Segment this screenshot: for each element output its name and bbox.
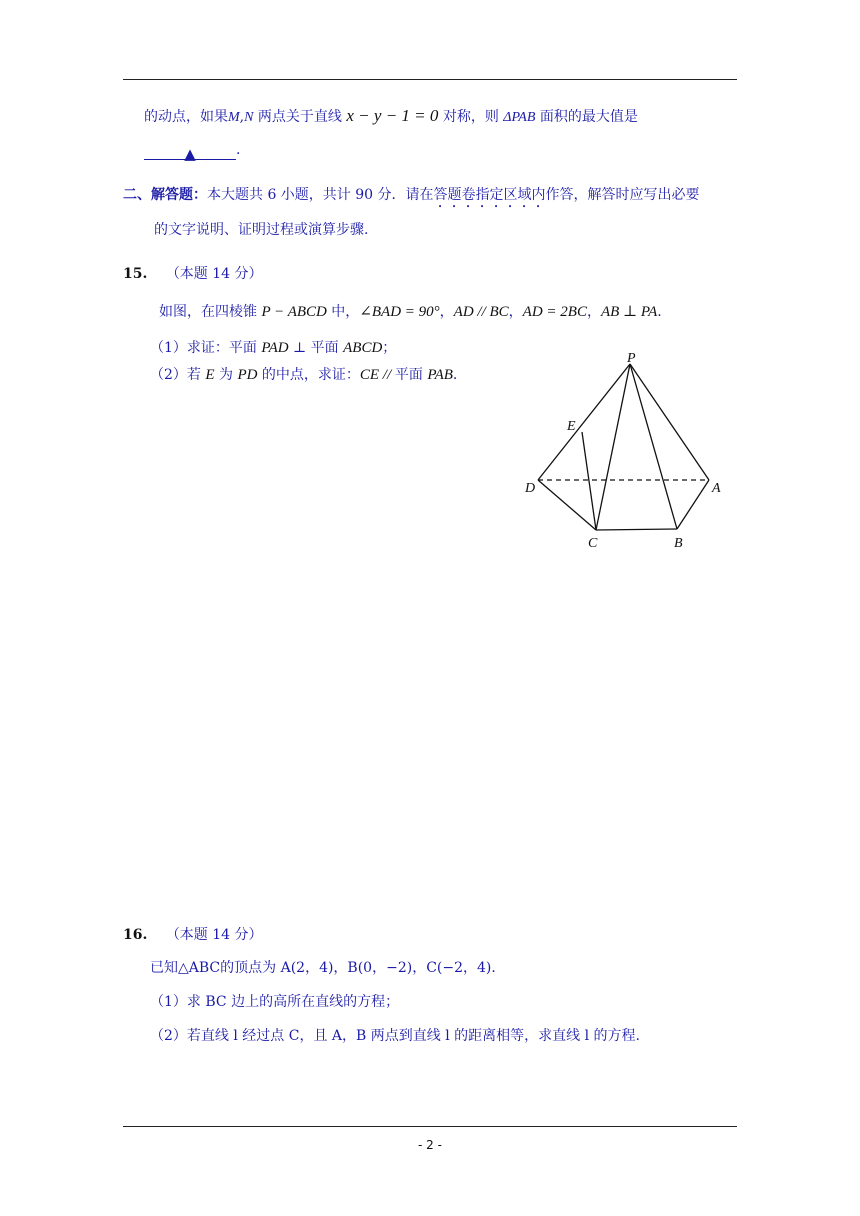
- q15-stem-e: ，: [586, 304, 601, 320]
- label-E: E: [567, 419, 576, 434]
- q15-part2-c: 的中点，求证：: [257, 367, 360, 383]
- label-D: D: [525, 481, 536, 496]
- q15-stem-c: ，: [439, 304, 454, 320]
- q15-part1-a: （1）求证：平面: [150, 340, 262, 356]
- q14-comma: ,: [239, 109, 245, 125]
- section2-line2: 的文字说明、证明过程或演算步骤.: [154, 222, 369, 238]
- q14-text-b: 两点关于直线: [253, 109, 347, 125]
- edge-PC: [596, 364, 630, 530]
- q15-number: 15.: [123, 266, 148, 282]
- q15-stem-f: .: [657, 304, 662, 320]
- edge-PD: [538, 364, 630, 480]
- q14-n: N: [244, 110, 254, 125]
- q15-part2-e: E: [205, 367, 215, 383]
- q15-part1-abcd: ABCD: [343, 340, 383, 356]
- q15-stem-d: ，: [508, 304, 523, 320]
- q14-text-a: 的动点，如果: [144, 109, 228, 125]
- section2-dotted-text: 答题卷指定区域内: [433, 187, 546, 203]
- edge-DC: [538, 480, 596, 530]
- label-B: B: [674, 536, 683, 551]
- q16-points: （本题 14 分）: [165, 927, 263, 943]
- q16-part1: （1）求 BC 边上的高所在直线的方程；: [150, 994, 400, 1010]
- q15-part2-b: 为: [214, 367, 238, 383]
- q15-angle: ∠BAD = 90°: [359, 304, 440, 320]
- q14-m: M: [228, 110, 240, 125]
- q15-equal: AD = 2BC: [522, 304, 587, 320]
- triangle-marker-icon: ▲: [184, 145, 196, 163]
- q15-points: （本题 14 分）: [165, 266, 263, 282]
- q15-part2-pd: PD: [237, 367, 258, 383]
- label-A: A: [712, 481, 721, 496]
- edge-EC: [582, 432, 596, 530]
- footer-rule: [123, 1126, 737, 1127]
- q15-part1-c: ；: [382, 340, 397, 356]
- q15-pyramid: P − ABCD: [261, 304, 327, 320]
- edge-CB: [596, 529, 677, 530]
- edge-BA: [677, 480, 709, 529]
- q15-stem-a: 如图，在四棱锥: [159, 304, 262, 320]
- page-number: - 2 -: [418, 1138, 442, 1152]
- edge-PB: [630, 364, 677, 529]
- q15-part1-pad: PAD: [261, 340, 289, 356]
- q14-text-d: 面积的最大值是: [535, 109, 638, 125]
- q14-triangle: ΔPAB: [503, 110, 536, 125]
- q15-part2-d: 平面: [394, 367, 428, 383]
- section2-heading: 二、解答题：: [123, 187, 207, 203]
- q15-part2-pab: PAB: [427, 367, 453, 383]
- q15-perp: AB ⊥ PA: [600, 304, 658, 320]
- q15-part1-b: ⊥ 平面: [288, 340, 344, 356]
- q16-number: 16.: [123, 927, 148, 943]
- edge-PA: [630, 364, 709, 480]
- q14-text-c: 对称，则: [438, 109, 504, 125]
- q16-stem: 已知△ABC的顶点为 A(2，4)，B(0，−2)，C(−2，4)．: [150, 960, 506, 976]
- q15-part2-ce: CE //: [359, 367, 395, 383]
- q15-part2-a: （2）若: [150, 367, 206, 383]
- q16-header: [123, 925, 263, 945]
- q14-blank-end: .: [236, 142, 241, 158]
- label-C: C: [588, 536, 598, 551]
- q14-equation: x − y − 1 = 0: [346, 106, 439, 125]
- q15-part2-e2: .: [452, 367, 458, 383]
- section2-text-a: 本大题共 6 小题，共计 90 分．请在: [207, 187, 434, 203]
- q16-part2: （2）若直线 l 经过点 C，且 A，B 两点到直线 l 的距离相等，求直线 l 的方程.: [150, 1028, 640, 1044]
- q15-parallel: AD // BC: [453, 304, 509, 320]
- q15-stem-b: 中，: [326, 304, 360, 320]
- section2-text-b: 作答，解答时应写出必要: [545, 187, 700, 203]
- label-P: P: [627, 351, 636, 366]
